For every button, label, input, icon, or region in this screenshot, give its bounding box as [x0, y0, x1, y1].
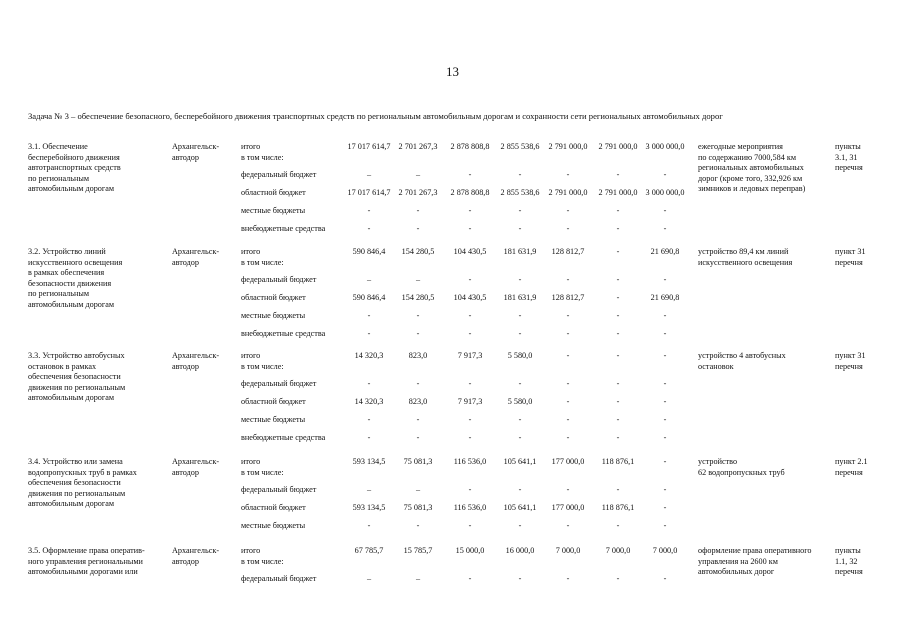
section-title-line: по региональным [28, 173, 90, 183]
funding-source-label: местные бюджеты [241, 521, 306, 530]
executor-line: автодор [172, 467, 199, 477]
expected-result-line: устройство 89,4 км линий [698, 247, 789, 256]
section-title-line: автомобильным дорогам [28, 499, 115, 508]
funding-value-cell: - [663, 329, 667, 338]
funding-value-cell: - [663, 311, 667, 320]
reference-line: перечня [835, 361, 863, 371]
funding-value-cell: - [367, 206, 371, 215]
section-title-line: обеспечения безопасности [28, 478, 121, 487]
section-title-line: движения по региональным [28, 382, 126, 392]
funding-value-cell: 590 846,4 [352, 247, 386, 256]
funding-value-cell: - [468, 275, 472, 284]
funding-value-cell: 2 791 000,0 [598, 142, 638, 151]
funding-value-cell: - [468, 311, 472, 320]
section-title-line: безопасности движения [28, 278, 112, 288]
executor-line: автодор [172, 257, 199, 267]
expected-result-line: 62 водопропускных труб [698, 467, 785, 477]
funding-source-label: областной бюджет [241, 188, 306, 197]
funding-value-cell: - [468, 485, 472, 494]
section-title-line: автомобильным дорогам [28, 299, 115, 309]
funding-value-cell: - [616, 433, 620, 442]
expected-result-line: устройство [698, 457, 738, 466]
section-title-line: остановок в рамках [28, 361, 97, 371]
funding-value-cell: - [468, 415, 472, 424]
funding-value-cell: - [367, 329, 371, 338]
funding-source-label: федеральный бюджет [241, 379, 317, 388]
funding-value-cell: - [367, 224, 371, 233]
funding-value-cell: - [367, 379, 371, 388]
funding-value-cell: 823,0 [408, 397, 428, 406]
funding-value-cell: – [415, 170, 421, 179]
funding-value-cell: 7 000,0 [555, 546, 581, 555]
funding-value-cell: 128 812,7 [551, 247, 585, 256]
funding-value-cell: - [468, 206, 472, 215]
funding-value-cell: - [663, 457, 667, 466]
funding-value-cell: – [366, 485, 372, 494]
funding-value-cell: 181 631,9 [503, 247, 537, 256]
funding-value-cell: – [415, 275, 421, 284]
funding-value-cell: - [663, 397, 667, 406]
funding-value-cell: 2 701 267,3 [398, 142, 438, 151]
funding-value-cell: - [518, 329, 522, 338]
funding-value-cell: - [616, 415, 620, 424]
funding-value-cell: – [415, 485, 421, 494]
funding-value-cell: - [566, 521, 570, 530]
funding-value-cell: - [663, 574, 667, 583]
funding-value-cell: 177 000,0 [551, 503, 585, 512]
funding-value-cell: - [468, 224, 472, 233]
funding-value-cell: - [616, 275, 620, 284]
funding-value-cell: - [416, 206, 420, 215]
funding-value-cell: 593 134,5 [352, 503, 386, 512]
funding-value-cell: 118 876,1 [601, 457, 635, 466]
executor-line: Архангельск- [172, 247, 220, 256]
executor-line: автодор [172, 361, 199, 371]
funding-value-cell: - [518, 521, 522, 530]
funding-source-label: внебюджетные средства [241, 329, 326, 338]
funding-value-cell: - [616, 247, 620, 256]
funding-value-cell: 7 917,3 [457, 397, 483, 406]
funding-value-cell: – [366, 275, 372, 284]
reference-line: пункт 31 [835, 351, 866, 360]
funding-value-cell: 116 536,0 [453, 503, 487, 512]
funding-value-cell: - [663, 433, 667, 442]
funding-source-label: итого [241, 247, 261, 256]
executor-line: автодор [172, 556, 199, 566]
funding-source-label: местные бюджеты [241, 311, 306, 320]
reference-line: перечня [835, 467, 863, 477]
section-title-line: водопропускных труб в рамках [28, 467, 137, 477]
funding-value-cell: 104 430,5 [453, 293, 487, 302]
funding-value-cell: - [616, 521, 620, 530]
executor-line: Архангельск- [172, 546, 220, 555]
funding-value-cell: 7 000,0 [652, 546, 678, 555]
funding-value-cell: 154 280,5 [401, 293, 435, 302]
expected-result-line: зимников и ледовых переправ) [698, 184, 806, 193]
reference-line: пункты [835, 142, 861, 151]
funding-value-cell: - [663, 170, 667, 179]
funding-value-cell: - [663, 379, 667, 388]
page-number: 13 [446, 64, 459, 79]
funding-source-label: итого [241, 457, 261, 466]
funding-value-cell: - [663, 275, 667, 284]
funding-value-cell: - [616, 329, 620, 338]
expected-result-line: региональных автомобильных [698, 163, 804, 172]
task-title: Задача № 3 – обеспечение безопасного, бесперебойного движения транспортных средств по региональным автомобильным дорогам и сохранности сети региональных автомобильных дорог [28, 111, 723, 121]
section-title-line: 3.3. Устройство автобусных [28, 351, 125, 360]
funding-value-cell: - [566, 379, 570, 388]
funding-value-cell: 118 876,1 [601, 503, 635, 512]
funding-value-cell: 2 791 000,0 [548, 188, 588, 197]
section-title-line: искусственного освещения [28, 257, 123, 267]
funding-value-cell: 181 631,9 [503, 293, 537, 302]
funding-value-cell: - [566, 433, 570, 442]
funding-value-cell: 75 081,3 [403, 457, 433, 466]
funding-value-cell: - [566, 574, 570, 583]
funding-value-cell: - [416, 329, 420, 338]
section-title-line: обеспечения безопасности [28, 372, 121, 381]
funding-value-cell: - [367, 311, 371, 320]
funding-source-label: итого [241, 142, 261, 151]
funding-source-label: итого [241, 546, 261, 555]
funding-source-label: федеральный бюджет [241, 275, 317, 284]
section-title-line: 3.2. Устройство линий [28, 247, 106, 256]
section-title-line: ного управления региональными [28, 556, 143, 566]
funding-value-cell: - [616, 170, 620, 179]
reference-line: перечня [835, 257, 863, 267]
funding-value-cell: 128 812,7 [551, 293, 585, 302]
funding-value-cell: - [566, 275, 570, 284]
funding-value-cell: - [663, 503, 667, 512]
funding-value-cell: - [663, 206, 667, 215]
section-title-line: автомобильным дорогам [28, 184, 115, 193]
funding-value-cell: - [616, 293, 620, 302]
funding-value-cell: 17 017 614,7 [347, 188, 391, 197]
funding-value-cell: – [366, 170, 372, 179]
funding-value-cell: - [663, 521, 667, 530]
funding-value-cell: - [518, 415, 522, 424]
funding-source-label: областной бюджет [241, 293, 306, 302]
funding-value-cell: - [566, 170, 570, 179]
funding-value-cell: 593 134,5 [352, 457, 386, 466]
funding-value-cell: 7 917,3 [457, 351, 483, 360]
funding-value-cell: - [416, 433, 420, 442]
executor-line: автодор [172, 152, 199, 162]
expected-result-line: дорог (кроме того, 332,926 км [698, 173, 803, 183]
funding-source-label: местные бюджеты [241, 415, 306, 424]
funding-value-cell: - [566, 311, 570, 320]
funding-source-label: областной бюджет [241, 397, 306, 406]
funding-value-cell: - [518, 275, 522, 284]
funding-value-cell: - [616, 224, 620, 233]
funding-value-cell: 15 785,7 [403, 546, 433, 555]
section-title-line: 3.1. Обеспечение [28, 142, 88, 151]
funding-value-cell: - [616, 379, 620, 388]
funding-value-cell: - [468, 521, 472, 530]
funding-value-cell: 67 785,7 [354, 546, 384, 555]
funding-value-cell: 2 855 538,6 [500, 142, 540, 151]
funding-value-cell: - [518, 485, 522, 494]
reference-line: пункты [835, 546, 861, 555]
expected-result-line: оформление права оперативного [698, 546, 812, 555]
funding-value-cell: - [468, 433, 472, 442]
funding-value-cell: - [518, 206, 522, 215]
funding-value-cell: 14 320,3 [354, 397, 384, 406]
funding-value-cell: - [566, 351, 570, 360]
expected-result-line: остановок [698, 361, 734, 371]
section-title-line: в рамках обеспечения [28, 268, 105, 277]
executor-line: Архангельск- [172, 351, 220, 360]
funding-value-cell: 3 000 000,0 [645, 188, 685, 197]
funding-value-cell: - [616, 351, 620, 360]
funding-value-cell: 3 000 000,0 [645, 142, 685, 151]
funding-value-cell: - [616, 206, 620, 215]
funding-value-cell: - [663, 351, 667, 360]
section-title-line: автомобильным дорогам [28, 393, 115, 402]
funding-source-label: в том числе: [241, 361, 284, 371]
funding-value-cell: - [416, 521, 420, 530]
section-title-line: автомобильными дорогами или [28, 567, 138, 576]
funding-value-cell: - [367, 415, 371, 424]
funding-source-label: федеральный бюджет [241, 485, 317, 494]
funding-value-cell: - [663, 415, 667, 424]
funding-source-label: в том числе: [241, 152, 284, 162]
funding-value-cell: - [566, 206, 570, 215]
funding-source-label: в том числе: [241, 257, 284, 267]
funding-value-cell: 14 320,3 [354, 351, 384, 360]
funding-value-cell: 590 846,4 [352, 293, 386, 302]
executor-line: Архангельск- [172, 457, 220, 466]
expected-result-line: управления на 2600 км [698, 556, 778, 566]
funding-value-cell: 21 690,8 [650, 293, 680, 302]
funding-source-label: внебюджетные средства [241, 433, 326, 442]
funding-source-label: федеральный бюджет [241, 170, 317, 179]
funding-source-label: федеральный бюджет [241, 574, 317, 583]
funding-value-cell: - [416, 224, 420, 233]
funding-value-cell: 5 580,0 [507, 397, 533, 406]
funding-value-cell: 177 000,0 [551, 457, 585, 466]
reference-line: 1.1, 32 [835, 556, 858, 566]
funding-value-cell: 105 641,1 [503, 503, 537, 512]
expected-result-line: ежегодные мероприятия [698, 142, 783, 151]
funding-value-cell: - [518, 574, 522, 583]
funding-value-cell: 2 791 000,0 [548, 142, 588, 151]
funding-source-label: внебюджетные средства [241, 224, 326, 233]
funding-value-cell: 154 280,5 [401, 247, 435, 256]
funding-value-cell: - [616, 397, 620, 406]
funding-value-cell: - [416, 379, 420, 388]
funding-value-cell: 5 580,0 [507, 351, 533, 360]
section-title-line: бесперебойного движения [28, 152, 120, 162]
section-title-line: движения по региональным [28, 488, 126, 498]
funding-value-cell: - [566, 397, 570, 406]
funding-value-cell: - [663, 224, 667, 233]
reference-line: перечня [835, 163, 863, 172]
funding-value-cell: 15 000,0 [455, 546, 485, 555]
funding-value-cell: - [416, 311, 420, 320]
section-title-line: по региональным [28, 289, 90, 298]
funding-value-cell: 2 701 267,3 [398, 188, 438, 197]
funding-value-cell: - [518, 170, 522, 179]
section-title-line: 3.4. Устройство или замена [28, 457, 123, 466]
funding-value-cell: - [663, 485, 667, 494]
funding-value-cell: - [367, 521, 371, 530]
funding-value-cell: - [468, 170, 472, 179]
reference-line: перечня [835, 567, 863, 576]
expected-result-line: искусственного освещения [698, 257, 793, 267]
funding-source-label: в том числе: [241, 556, 284, 566]
funding-value-cell: 16 000,0 [505, 546, 535, 555]
funding-source-label: в том числе: [241, 467, 284, 477]
funding-value-cell: 7 000,0 [605, 546, 631, 555]
expected-result-line: по содержанию 7000,584 км [698, 152, 797, 162]
executor-line: Архангельск- [172, 142, 220, 151]
funding-value-cell: – [415, 574, 421, 583]
funding-value-cell: - [616, 311, 620, 320]
funding-value-cell: - [468, 329, 472, 338]
funding-value-cell: 2 855 538,6 [500, 188, 540, 197]
funding-value-cell: - [468, 379, 472, 388]
funding-value-cell: 2 878 808,8 [450, 142, 490, 151]
funding-value-cell: - [468, 574, 472, 583]
funding-source-label: местные бюджеты [241, 206, 306, 215]
funding-value-cell: - [518, 224, 522, 233]
funding-value-cell: – [366, 574, 372, 583]
funding-value-cell: 823,0 [408, 351, 428, 360]
funding-source-label: итого [241, 351, 261, 360]
funding-value-cell: - [416, 415, 420, 424]
funding-source-label: областной бюджет [241, 503, 306, 512]
funding-value-cell: - [518, 311, 522, 320]
funding-value-cell: 116 536,0 [453, 457, 487, 466]
reference-line: пункт 2.1 [835, 457, 868, 466]
section-title-line: 3.5. Оформление права оператив- [28, 546, 145, 555]
funding-value-cell: 104 430,5 [453, 247, 487, 256]
funding-value-cell: 75 081,3 [403, 503, 433, 512]
reference-line: пункт 31 [835, 247, 866, 256]
funding-value-cell: - [367, 433, 371, 442]
reference-line: 3.1, 31 [835, 152, 858, 162]
expected-result-line: автомобильных дорог [698, 567, 775, 576]
funding-value-cell: 2 878 808,8 [450, 188, 490, 197]
funding-value-cell: 21 690,8 [650, 247, 680, 256]
funding-value-cell: 17 017 614,7 [347, 142, 391, 151]
funding-value-cell: - [616, 485, 620, 494]
funding-value-cell: 2 791 000,0 [598, 188, 638, 197]
funding-value-cell: - [566, 415, 570, 424]
funding-value-cell: - [566, 224, 570, 233]
funding-value-cell: 105 641,1 [503, 457, 537, 466]
funding-value-cell: - [566, 485, 570, 494]
funding-value-cell: - [616, 574, 620, 583]
funding-value-cell: - [518, 379, 522, 388]
funding-value-cell: - [566, 329, 570, 338]
section-title-line: автотранспортных средств [28, 163, 121, 172]
expected-result-line: устройство 4 автобусных [698, 351, 786, 360]
funding-value-cell: - [518, 433, 522, 442]
